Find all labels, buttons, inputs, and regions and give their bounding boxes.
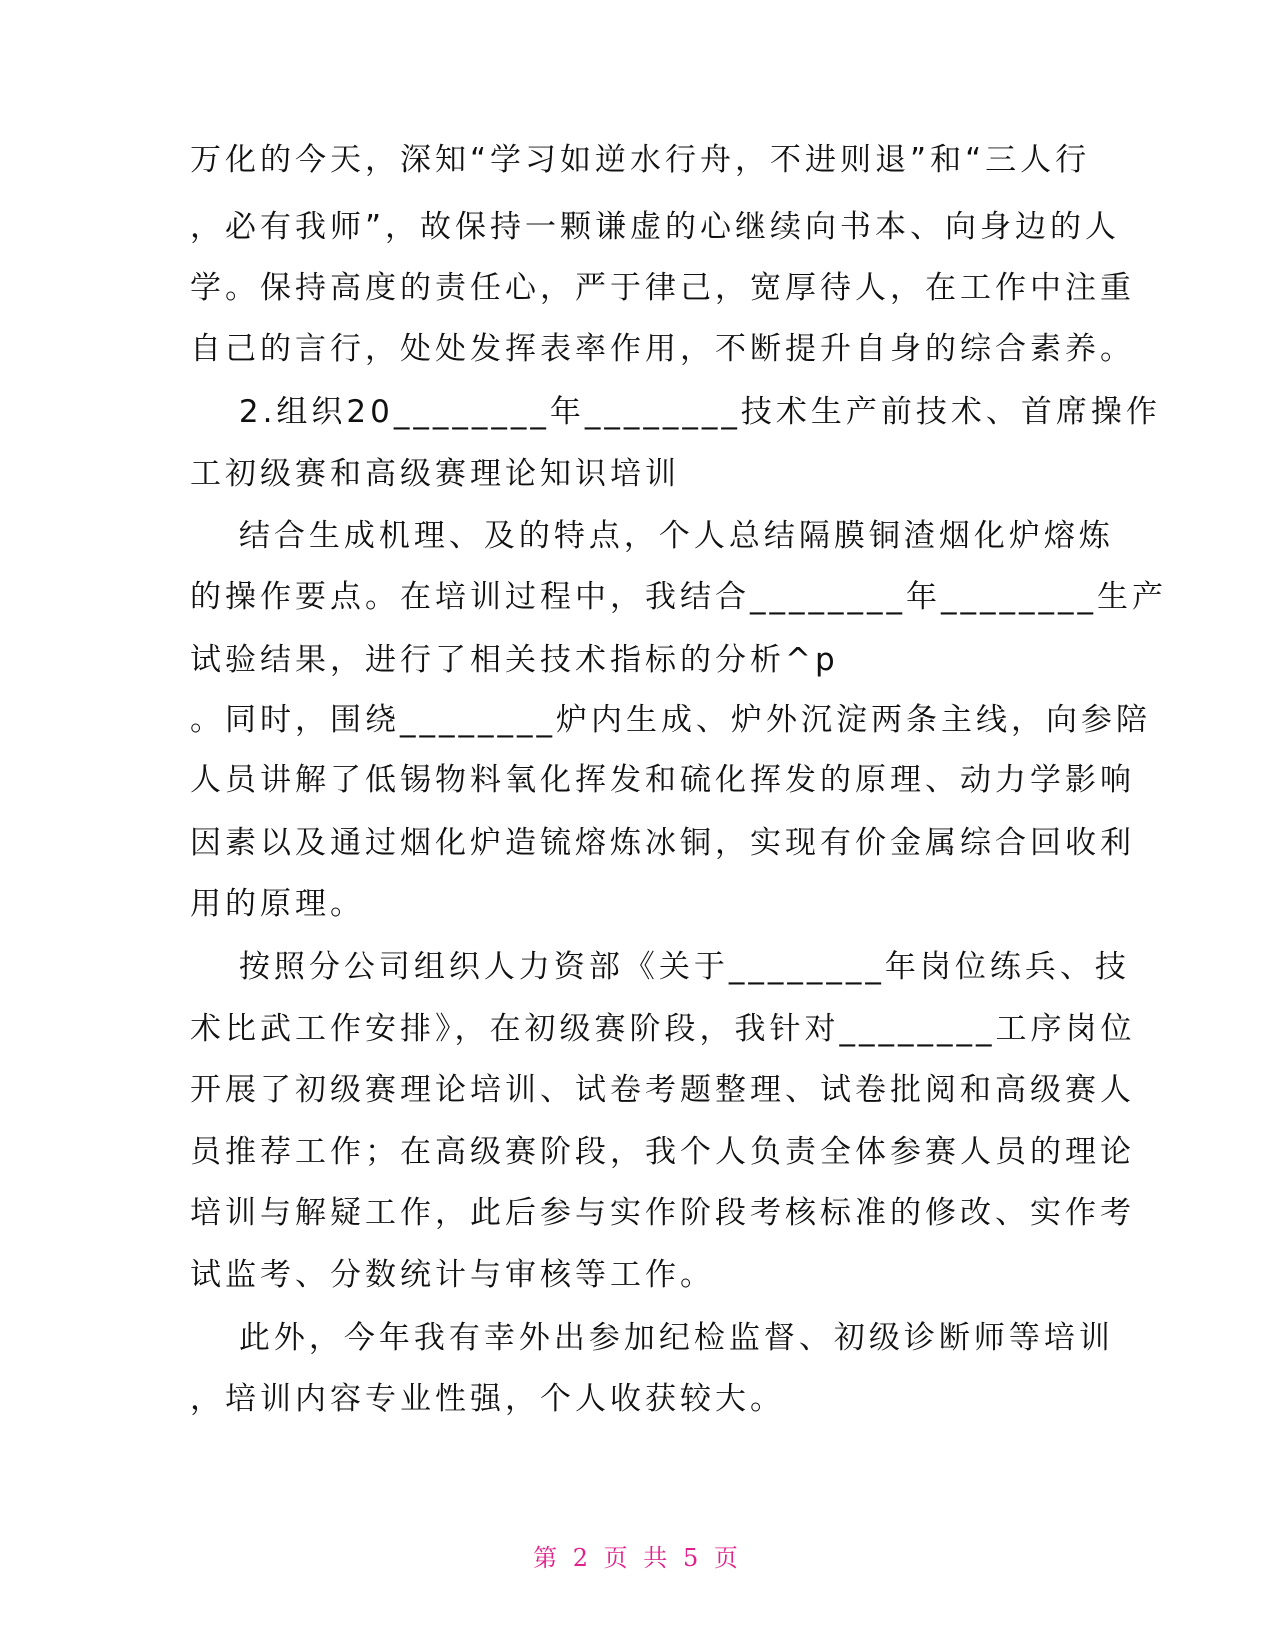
text-line: 开展了初级赛理论培训、试卷考题整理、试卷批阅和高级赛人: [190, 1072, 1135, 1108]
text-line: 工初级赛和高级赛理论知识培训: [190, 456, 680, 492]
text-line: 试验结果，进行了相关技术指标的分析^p: [190, 642, 839, 678]
text-line: 万化的今天，深知“学习如逆水行舟，不进则退”和“三人行: [190, 142, 1091, 178]
text-line: 术比武工作安排》，在初级赛阶段，我针对________工序岗位: [190, 1011, 1136, 1047]
text-line: 的操作要点。在培训过程中，我结合________年________生产: [190, 579, 1167, 615]
text-line: 人员讲解了低锡物料氧化挥发和硫化挥发的原理、动力学影响: [190, 762, 1135, 798]
text-line: 自己的言行，处处发挥表率作用，不断提升自身的综合素养。: [190, 331, 1135, 367]
text-line: 结合生成机理、及的特点，个人总结隔膜铜渣烟化炉熔炼: [190, 518, 1114, 554]
text-line: 员推荐工作；在高级赛阶段，我个人负责全体参赛人员的理论: [190, 1134, 1135, 1170]
text-line: 此外，今年我有幸外出参加纪检监督、初级诊断师等培训: [190, 1320, 1114, 1356]
text-line: ，必有我师”，故保持一颗谦虚的心继续向书本、向身边的人: [190, 209, 1121, 245]
text-line: 试监考、分数统计与审核等工作。: [190, 1257, 715, 1293]
text-line: 2.组织20________年________技术生产前技术、首席操作: [190, 394, 1161, 430]
text-line: 因素以及通过烟化炉造锍熔炼冰铜，实现有价金属综合回收利: [190, 825, 1135, 861]
text-line: 用的原理。: [190, 886, 365, 922]
page-number-footer: 第 2 页 共 5 页: [533, 1544, 742, 1572]
text-line: 。同时，围绕________炉内生成、炉外沉淀两条主线，向参陪: [190, 702, 1151, 738]
text-line: 培训与解疑工作，此后参与实作阶段考核标准的修改、实作考: [190, 1195, 1135, 1231]
text-line: ，培训内容专业性强，个人收获较大。: [190, 1381, 785, 1417]
text-line: 按照分公司组织人力资部《关于________年岗位练兵、技: [190, 949, 1130, 985]
text-line: 学。保持高度的责任心，严于律己，宽厚待人，在工作中注重: [190, 270, 1135, 306]
